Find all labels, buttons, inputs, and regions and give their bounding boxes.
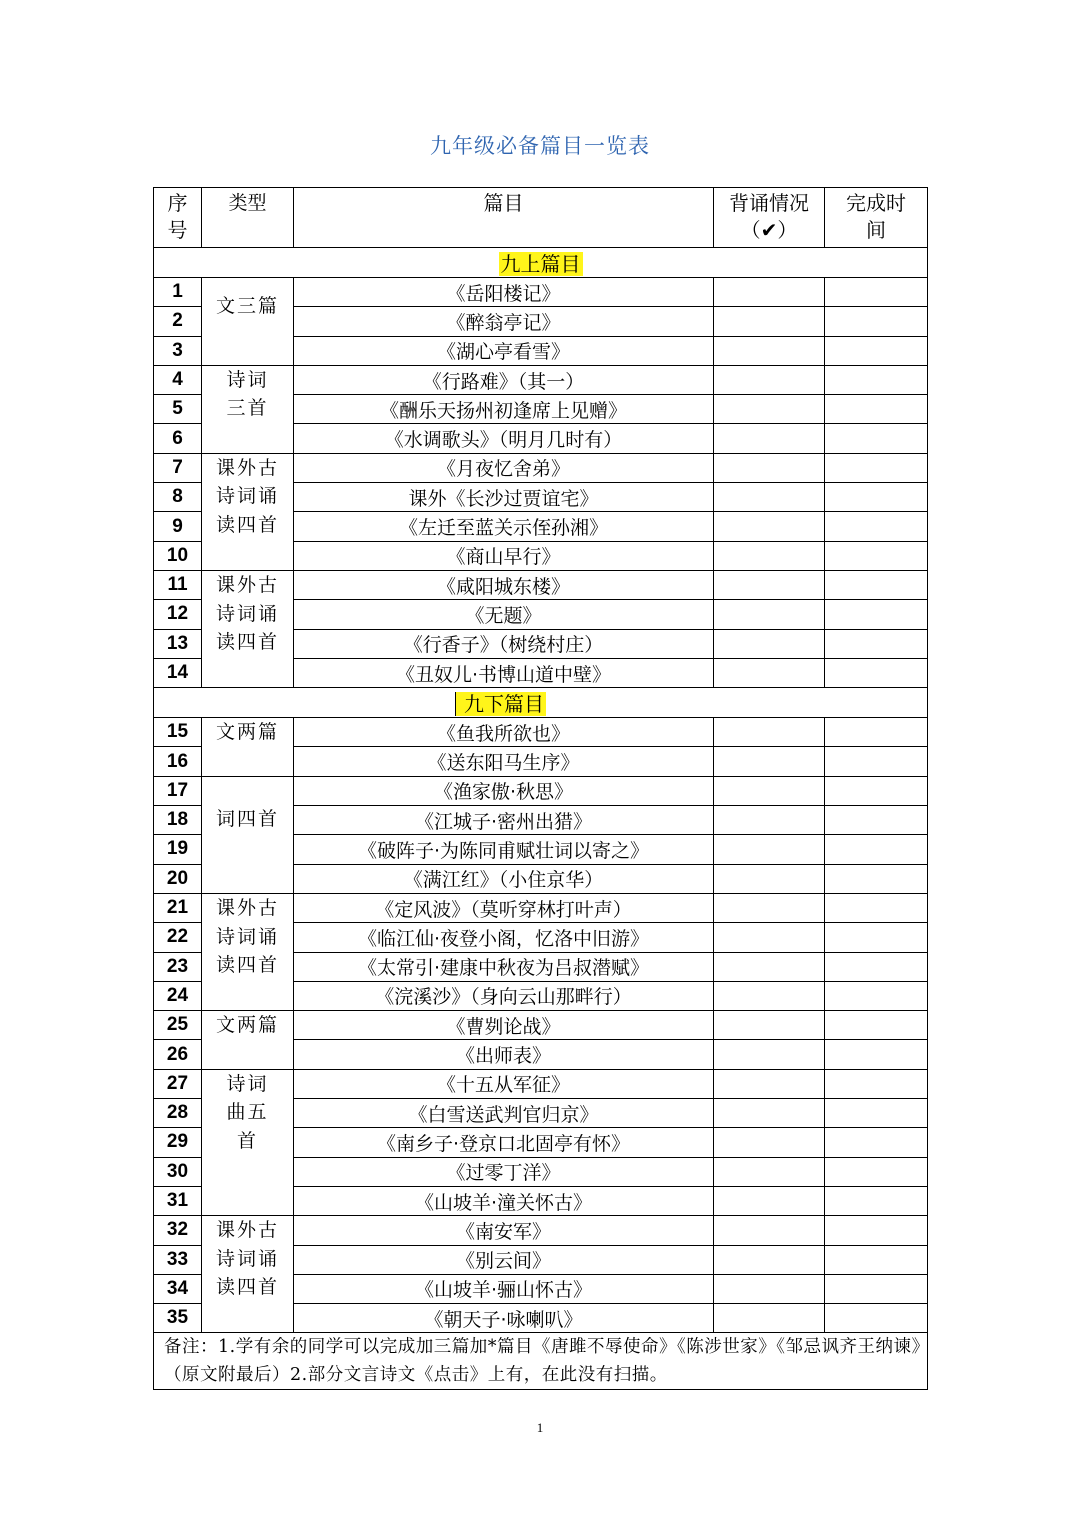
row-index: 12 (154, 600, 202, 629)
row-title: 《醉翁亭记》 (294, 307, 714, 336)
type-cell: 诗词曲五首 (202, 1069, 294, 1215)
row-index: 30 (154, 1157, 202, 1186)
recite-cell[interactable] (714, 1040, 825, 1069)
recite-cell[interactable] (714, 1245, 825, 1274)
time-cell[interactable] (825, 893, 928, 922)
row-title: 《太常引·建康中秋夜为吕叔潜赋》 (294, 952, 714, 981)
time-cell[interactable] (825, 336, 928, 365)
time-cell[interactable] (825, 776, 928, 805)
row-title: 《渔家傲·秋思》 (294, 776, 714, 805)
time-cell[interactable] (825, 600, 928, 629)
recite-cell[interactable] (714, 483, 825, 512)
row-title: 《岳阳楼记》 (294, 278, 714, 307)
time-cell[interactable] (825, 1069, 928, 1098)
time-cell[interactable] (825, 278, 928, 307)
recite-cell[interactable] (714, 1011, 825, 1040)
row-index: 3 (154, 336, 202, 365)
row-title: 《送东阳马生序》 (294, 747, 714, 776)
recite-cell[interactable] (714, 453, 825, 482)
type-cell: 课外古诗词诵读四首 (202, 570, 294, 687)
recite-cell[interactable] (714, 952, 825, 981)
recite-cell[interactable] (714, 776, 825, 805)
row-index: 14 (154, 658, 202, 687)
row-title: 《湖心亭看雪》 (294, 336, 714, 365)
row-title: 《出师表》 (294, 1040, 714, 1069)
table-row (154, 893, 928, 922)
header-type: 类型 (202, 188, 294, 248)
section-label: 九上篇目 (500, 252, 581, 276)
table-row (154, 1069, 928, 1098)
header-recite: 背诵情况（✔） (714, 188, 825, 248)
time-cell[interactable] (825, 424, 928, 453)
time-cell[interactable] (825, 395, 928, 424)
row-index: 24 (154, 981, 202, 1010)
header-time: 完成时间 (825, 188, 928, 248)
row-index: 35 (154, 1304, 202, 1333)
row-index: 26 (154, 1040, 202, 1069)
row-index: 16 (154, 747, 202, 776)
section-row (154, 248, 928, 278)
recite-cell[interactable] (714, 923, 825, 952)
recite-cell[interactable] (714, 424, 825, 453)
recite-cell[interactable] (714, 658, 825, 687)
time-cell[interactable] (825, 835, 928, 864)
time-cell[interactable] (825, 483, 928, 512)
row-index: 23 (154, 952, 202, 981)
time-cell[interactable] (825, 747, 928, 776)
time-cell[interactable] (825, 1245, 928, 1274)
note-row (154, 1333, 928, 1390)
recite-cell[interactable] (714, 893, 825, 922)
recite-cell[interactable] (714, 512, 825, 541)
recite-cell[interactable] (714, 747, 825, 776)
row-index: 19 (154, 835, 202, 864)
table-row (154, 1011, 928, 1040)
time-cell[interactable] (825, 1128, 928, 1157)
row-index: 33 (154, 1245, 202, 1274)
time-cell[interactable] (825, 806, 928, 835)
row-index: 13 (154, 629, 202, 658)
recite-cell[interactable] (714, 1186, 825, 1215)
recite-cell[interactable] (714, 718, 825, 747)
recite-cell[interactable] (714, 1099, 825, 1128)
header-idx: 序号 (154, 188, 202, 248)
row-title: 《江城子·密州出猎》 (294, 806, 714, 835)
row-title: 《朝天子·咏喇叭》 (294, 1304, 714, 1333)
time-cell[interactable] (825, 718, 928, 747)
row-title: 《水调歌头》（明月几时有） (294, 424, 714, 453)
row-title: 《曹刿论战》 (294, 1011, 714, 1040)
row-title: 《满江红》（小住京华） (294, 864, 714, 893)
row-title: 课外《长沙过贾谊宅》 (294, 483, 714, 512)
row-index: 8 (154, 483, 202, 512)
section-label: 九下篇目 (455, 692, 546, 716)
table-row (154, 365, 928, 394)
recite-cell[interactable] (714, 278, 825, 307)
recite-cell[interactable] (714, 1157, 825, 1186)
time-cell[interactable] (825, 365, 928, 394)
row-title: 《定风波》（莫听穿林打叶声） (294, 893, 714, 922)
row-title: 《山坡羊·潼关怀古》 (294, 1186, 714, 1215)
row-index: 2 (154, 307, 202, 336)
row-index: 34 (154, 1274, 202, 1303)
time-cell[interactable] (825, 658, 928, 687)
row-title: 《南乡子·登京口北固亭有怀》 (294, 1128, 714, 1157)
row-index: 32 (154, 1216, 202, 1245)
time-cell[interactable] (825, 1274, 928, 1303)
time-cell[interactable] (825, 1216, 928, 1245)
recite-cell[interactable] (714, 570, 825, 599)
row-index: 9 (154, 512, 202, 541)
section-label-cell (154, 248, 928, 278)
row-title: 《破阵子·为陈同甫赋壮词以寄之》 (294, 835, 714, 864)
recite-cell[interactable] (714, 1128, 825, 1157)
row-index: 15 (154, 718, 202, 747)
recite-cell[interactable] (714, 365, 825, 394)
note-text: 备注：1.学有余的同学可以完成加三篇加*篇目《唐雎不辱使命》《陈涉世家》《邹忌讽齐王纳谏》（原文附最后）2.部分文言诗文《点击》上有，在此没有扫描。 (154, 1333, 928, 1390)
row-index: 18 (154, 806, 202, 835)
time-cell[interactable] (825, 1157, 928, 1186)
row-index: 4 (154, 365, 202, 394)
table-row (154, 776, 928, 805)
recite-cell[interactable] (714, 336, 825, 365)
table-row (154, 718, 928, 747)
time-cell[interactable] (825, 1304, 928, 1333)
recite-cell[interactable] (714, 1274, 825, 1303)
time-cell[interactable] (825, 512, 928, 541)
row-index: 21 (154, 893, 202, 922)
type-cell: 课外古诗词诵读四首 (202, 453, 294, 570)
recitation-table (153, 187, 928, 1390)
row-title: 《左迁至蓝关示侄孙湘》 (294, 512, 714, 541)
page-number: 1 (536, 1420, 544, 1435)
table-row (154, 453, 928, 482)
time-cell[interactable] (825, 541, 928, 570)
recite-cell[interactable] (714, 1069, 825, 1098)
row-index: 10 (154, 541, 202, 570)
row-title: 《浣溪沙》（身向云山那畔行） (294, 981, 714, 1010)
time-cell[interactable] (825, 629, 928, 658)
row-title: 《丑奴儿·书博山道中壁》 (294, 658, 714, 687)
row-index: 6 (154, 424, 202, 453)
row-index: 7 (154, 453, 202, 482)
time-cell[interactable] (825, 570, 928, 599)
table-row (154, 278, 928, 307)
type-cell: 课外古诗词诵读四首 (202, 1216, 294, 1333)
row-title: 《山坡羊·骊山怀古》 (294, 1274, 714, 1303)
type-cell: 文两篇 (202, 718, 294, 777)
row-title: 《商山早行》 (294, 541, 714, 570)
section-label-cell (154, 688, 928, 718)
time-cell[interactable] (825, 1186, 928, 1215)
row-index: 1 (154, 278, 202, 307)
table-header-row (154, 188, 928, 248)
row-title: 《临江仙·夜登小阁，忆洛中旧游》 (294, 923, 714, 952)
table-row (154, 1216, 928, 1245)
time-cell[interactable] (825, 1040, 928, 1069)
type-cell: 文三篇 (202, 278, 294, 366)
row-index: 5 (154, 395, 202, 424)
row-title: 《南安军》 (294, 1216, 714, 1245)
type-cell: 课外古诗词诵读四首 (202, 893, 294, 1010)
time-cell[interactable] (825, 864, 928, 893)
time-cell[interactable] (825, 952, 928, 981)
row-index: 11 (154, 570, 202, 599)
recite-cell[interactable] (714, 600, 825, 629)
recite-cell[interactable] (714, 835, 825, 864)
row-title: 《鱼我所欲也》 (294, 718, 714, 747)
row-index: 22 (154, 923, 202, 952)
row-index: 17 (154, 776, 202, 805)
recite-cell[interactable] (714, 629, 825, 658)
recite-cell[interactable] (714, 395, 825, 424)
row-title: 《行香子》（树绕村庄） (294, 629, 714, 658)
recite-cell[interactable] (714, 541, 825, 570)
row-title: 《十五从军征》 (294, 1069, 714, 1098)
row-index: 20 (154, 864, 202, 893)
row-title: 《咸阳城东楼》 (294, 570, 714, 599)
type-cell: 文两篇 (202, 1011, 294, 1070)
row-index: 28 (154, 1099, 202, 1128)
row-title: 《行路难》（其一） (294, 365, 714, 394)
time-cell[interactable] (825, 923, 928, 952)
recite-cell[interactable] (714, 1216, 825, 1245)
row-title: 《无题》 (294, 600, 714, 629)
time-cell[interactable] (825, 1011, 928, 1040)
section-row (154, 688, 928, 718)
time-cell[interactable] (825, 981, 928, 1010)
recite-cell[interactable] (714, 806, 825, 835)
row-index: 25 (154, 1011, 202, 1040)
recite-cell[interactable] (714, 864, 825, 893)
recite-cell[interactable] (714, 307, 825, 336)
row-index: 29 (154, 1128, 202, 1157)
type-cell: 诗词三首 (202, 365, 294, 453)
row-title: 《月夜忆舍弟》 (294, 453, 714, 482)
row-index: 31 (154, 1186, 202, 1215)
row-title: 《过零丁洋》 (294, 1157, 714, 1186)
time-cell[interactable] (825, 1099, 928, 1128)
recite-cell[interactable] (714, 981, 825, 1010)
header-title: 篇目 (294, 188, 714, 248)
row-title: 《白雪送武判官归京》 (294, 1099, 714, 1128)
type-cell: 词四首 (202, 776, 294, 893)
recite-cell[interactable] (714, 1304, 825, 1333)
time-cell[interactable] (825, 307, 928, 336)
row-title: 《别云间》 (294, 1245, 714, 1274)
table-row (154, 570, 928, 599)
row-title: 《酬乐天扬州初逢席上见赠》 (294, 395, 714, 424)
time-cell[interactable] (825, 453, 928, 482)
row-index: 27 (154, 1069, 202, 1098)
page-title: 九年级必备篇目一览表 (430, 134, 650, 158)
